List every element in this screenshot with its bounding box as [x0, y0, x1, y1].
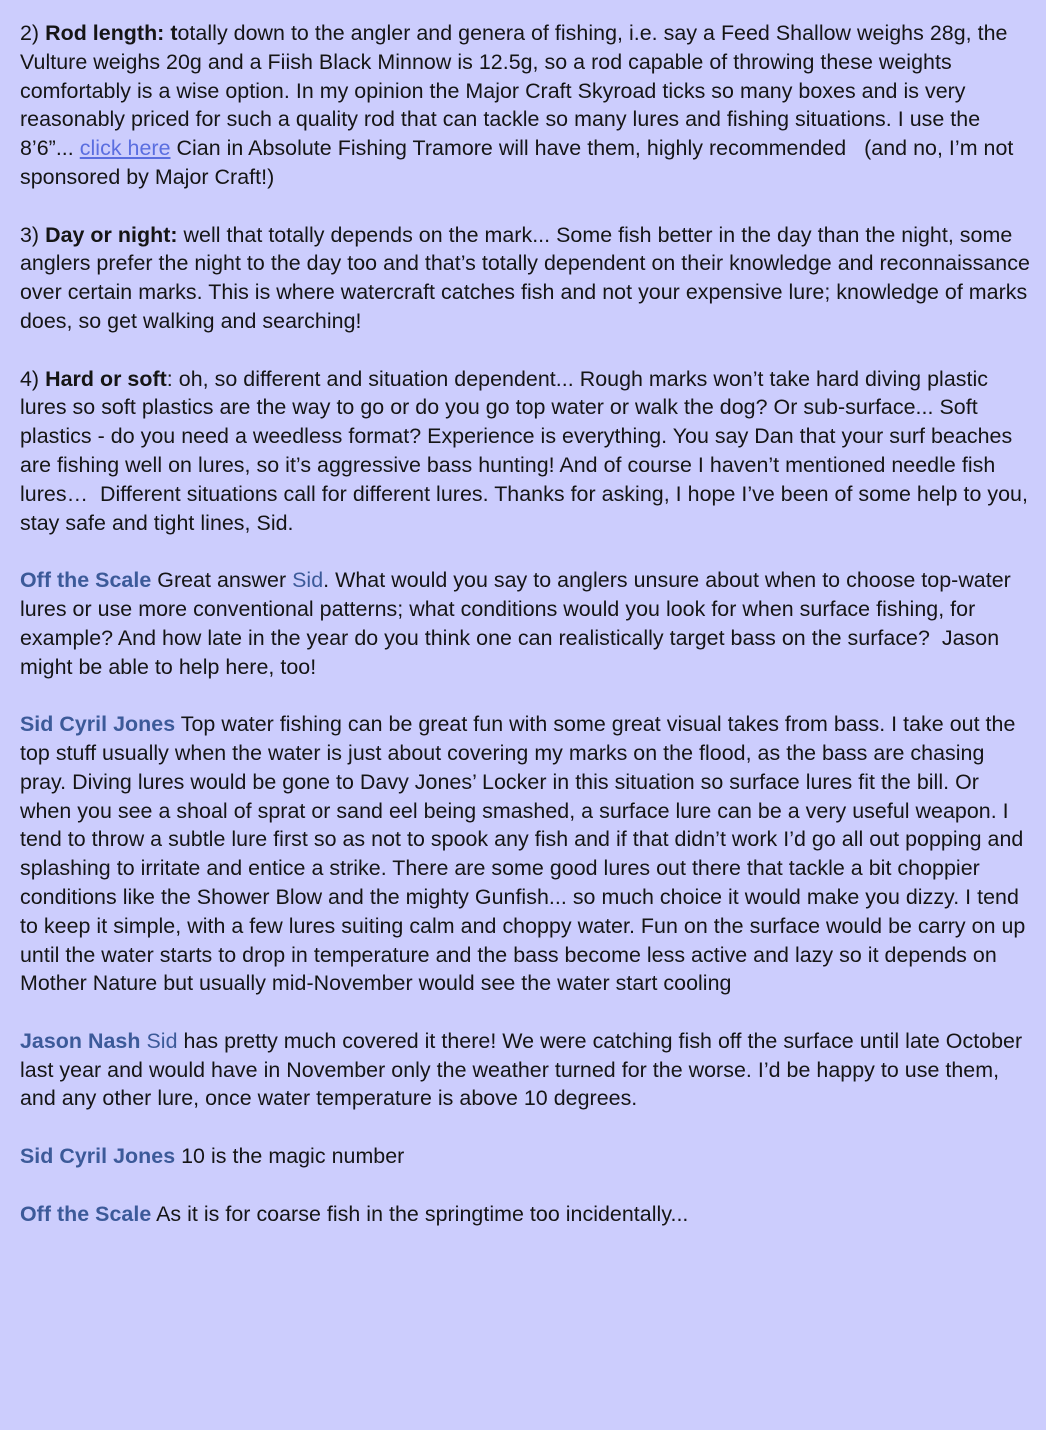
comment: [20, 1142, 1030, 1171]
mention-name: Sid: [146, 1028, 178, 1053]
speaker-name: Sid Cyril Jones: [20, 1144, 176, 1169]
item-heading: Rod length: t: [45, 21, 178, 45]
item-number: 2): [20, 21, 46, 45]
comment-text: . What would you say to anglers unsure about when to choose top-water lures or use more conventional patterns; what conditions would you look for when surface fishing, for example? And how late in the year do you think one can realistically target bass on the surface? Jason might be able to help here, too!: [20, 568, 1011, 679]
item-heading: Hard or soft: [45, 366, 167, 391]
comment-text: Great answer: [151, 568, 293, 593]
click-here-link[interactable]: click here: [79, 136, 171, 161]
comment: [20, 1200, 1030, 1229]
paragraph-day-or-night: [20, 221, 1030, 336]
body-text: otally down to the angler and genera of fishing, i.e. say a Feed Shallow weighs 28g, the Vulture weighs 20g and a Fiish Black Minnow is 12.5g, so a rod capable of throwing these weights comfortably is a wise option. In my opinion the Major Craft Skyroad ticks so many boxes and is very reasonably priced for such a quality rod that can tackle so many lures and fishing situations. I use the 8’6”...: [20, 21, 1008, 161]
speaker-name: Jason Nash: [20, 1028, 141, 1053]
speaker-name: Off the Scale: [20, 1201, 152, 1226]
comment: [20, 710, 1030, 998]
body-text: well that totally depends on the mark... Some fish better in the day than the night, some anglers prefer the night to the day too and that’s totally dependent on their knowledge and reconnaissance over certain marks. This is where watercraft catches fish and not your expensive lure; knowledge of marks does, so get walking and searching!: [20, 222, 1030, 333]
body-text: : oh, so different and situation dependent... Rough marks won’t take hard diving plastic lures so soft plastics are the way to go or do you go top water or walk the dog? Or sub-surface... Soft plastics - do you need a weedless format? Experience is everything. You say Dan that your surf beaches are fishing well on lures, so it’s aggressive bass hunting! And of course I haven’t mentioned needle fish lures… Different situations call for different lures. Thanks for asking, I hope I’ve been of some help to you, stay safe and tight lines, Sid.: [20, 366, 1028, 535]
comment-text: 10 is the magic number: [175, 1144, 405, 1169]
paragraph-hard-or-soft: [20, 365, 1030, 538]
comment-text: has pretty much covered it there! We were catching fish off the surface until late October last year and would have in November only the weather turned for the worse. I’d be happy to use them, and any other lure, once water temperature is above 10 degrees.: [20, 1028, 1023, 1111]
mention-name: Sid: [292, 568, 324, 593]
item-number: 3): [20, 222, 46, 247]
comment: [20, 566, 1030, 681]
comment-text: Top water fishing can be great fun with some great visual takes from bass. I take out the top stuff usually when the water is just about covering my marks on the flood, as the bass are chasing pray. Diving lures would be gone to Davy Jones’ Locker in this situation so surface lures fit the bill. Or when you see a shoal of sprat or sand eel being smashed, a surface lure can be a very useful weapon. I tend to throw a subtle lure first so as not to spook any fish and if that didn’t work I’d go all out popping and splashing to irritate and entice a strike. There are some good lures out there that tackle a bit choppier conditions like the Shower Blow and the mighty Gunfish... so much choice it would make you dizzy. I tend to keep it simple, with a few lures suiting calm and choppy water. Fun on the surface would be carry on up until the water starts to drop in temperature and the bass become less active and lazy so it depends on Mother Nature but usually mid-November would see the water start cooling: [20, 712, 1026, 996]
speaker-name: Sid Cyril Jones: [20, 712, 176, 737]
item-number: 4): [20, 366, 46, 391]
comment: [20, 1027, 1030, 1113]
speaker-name: Off the Scale: [20, 568, 152, 593]
comment-text: As it is for coarse fish in the springtime too incidentally...: [151, 1201, 689, 1226]
body-text: Cian in Absolute Fishing Tramore will have them, highly recommended (and no, I’m not sponsored by Major Craft!): [20, 136, 1014, 189]
paragraph-rod-length: [20, 19, 1030, 192]
item-heading: Day or night:: [45, 222, 178, 247]
